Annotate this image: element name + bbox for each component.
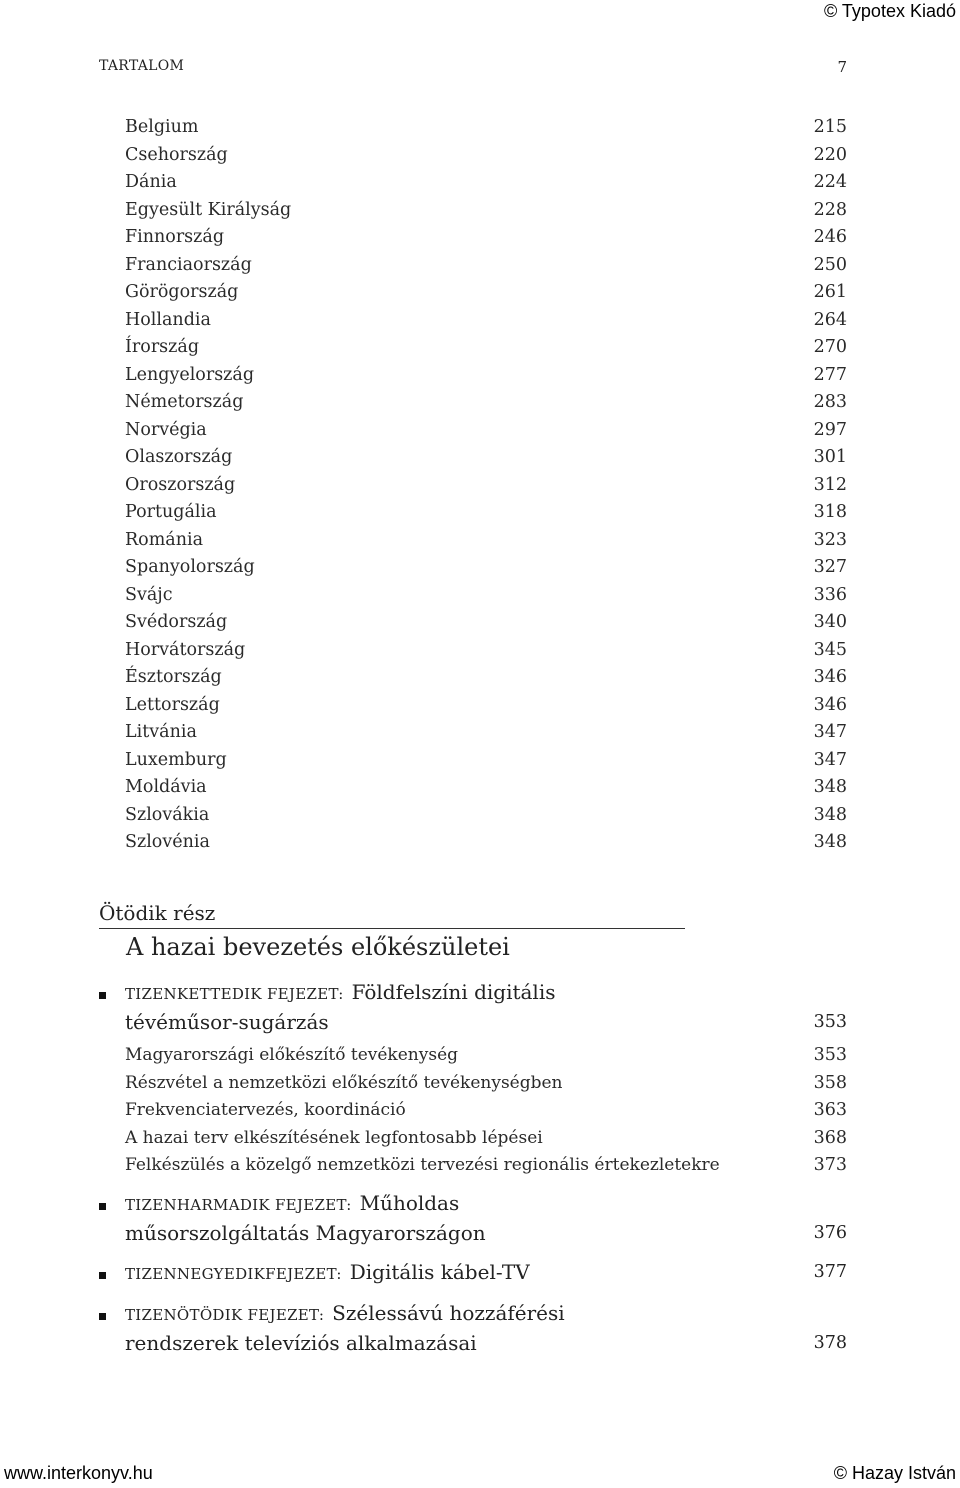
toc-entry[interactable] [125, 527, 847, 555]
toc-entry-title: Észtország [125, 667, 222, 687]
toc-entry-title: Franciaország [125, 254, 252, 275]
toc-entry[interactable] [125, 224, 847, 252]
page-number: 7 [837, 58, 847, 76]
toc-entry-page: 346 [813, 667, 847, 687]
chapter-title-line1: Műholdas [359, 1191, 460, 1215]
toc-entry-title: Horvátország [125, 639, 246, 660]
chapter-kicker: TIZENÖTÖDIK FEJEZET: [125, 1306, 325, 1324]
section-page: 358 [813, 1072, 847, 1093]
chapter-title-line1: Földfelszíni digitális [351, 980, 556, 1004]
section-title: Részvétel a nemzetközi előkészítő tevékenységben [125, 1072, 563, 1093]
toc-entry-page: 347 [813, 749, 847, 770]
toc-entry[interactable] [125, 279, 847, 307]
toc-entry[interactable] [125, 307, 847, 335]
toc-entry-page: 312 [813, 474, 847, 495]
toc-entry[interactable] [125, 637, 847, 665]
section-entry[interactable] [125, 1070, 847, 1098]
toc-entry-page: 297 [813, 419, 847, 440]
chapter-title-line2: rendszerek televíziós alkalmazásai [125, 1331, 477, 1355]
part-title: A hazai bevezetés előkészületei [126, 933, 510, 961]
toc-entry-title: Svédország [125, 612, 228, 632]
toc-entry[interactable] [125, 362, 847, 390]
toc-entry-page: 348 [813, 804, 847, 825]
section-page: 363 [813, 1100, 847, 1120]
chapter-kicker: TIZENKETTEDIK FEJEZET: [125, 985, 344, 1003]
section-title: Magyarországi előkészítő tevékenység [125, 1045, 459, 1065]
section-page: 368 [813, 1127, 847, 1148]
toc-entry-page: 270 [813, 337, 847, 357]
section-entry[interactable] [125, 1125, 847, 1153]
toc-entry-title: Görögország [125, 282, 239, 302]
toc-entry[interactable] [125, 719, 847, 747]
toc-entry-title: Írország [125, 337, 200, 357]
toc-entry[interactable] [125, 334, 847, 362]
toc-entry-title: Lettország [125, 694, 220, 715]
toc-entry-page: 318 [813, 502, 847, 522]
toc-entry-title: Olaszország [125, 447, 233, 467]
publisher-copyright: © Typotex Kiadó [823, 1, 956, 21]
toc-entry[interactable] [125, 692, 847, 720]
toc-entry-page: 346 [813, 694, 847, 715]
toc-entry-title: Luxemburg [125, 749, 227, 770]
toc-entry[interactable] [125, 197, 847, 225]
toc-entry-title: Lengyelország [125, 364, 255, 385]
toc-entry-title: Svájc [125, 584, 173, 605]
toc-entry[interactable] [125, 582, 847, 610]
toc-entry-title: Litvánia [125, 722, 197, 742]
chapter-title-line2: tévéműsor-sugárzás [125, 1010, 329, 1034]
toc-entry-page: 228 [813, 199, 847, 220]
section-title: Felkészülés a közelgő nemzetközi tervezési regionális értekezletekre [125, 1155, 720, 1175]
chapter-page: 378 [813, 1333, 847, 1353]
bullet-icon [99, 1313, 106, 1320]
toc-entry[interactable] [125, 417, 847, 445]
toc-entry[interactable] [125, 774, 847, 802]
chapter-page: 353 [813, 1012, 847, 1032]
chapter-title-line2: műsorszolgáltatás Magyarországon [125, 1221, 486, 1245]
chapter-entry[interactable] [99, 1258, 847, 1288]
author-copyright: © Hazay István [833, 1463, 956, 1483]
toc-entry[interactable] [125, 252, 847, 280]
site-url-link[interactable]: www.interkonyv.hu [4, 1463, 153, 1483]
toc-entry[interactable] [125, 499, 847, 527]
section-entry[interactable] [125, 1097, 847, 1125]
chapter-entry[interactable] [99, 1189, 847, 1247]
toc-entry-page: 340 [813, 612, 847, 632]
toc-entry-title: Románia [125, 529, 204, 550]
toc-entry-page: 261 [813, 282, 847, 302]
toc-entry-page: 224 [813, 172, 847, 192]
toc-entry-page: 301 [813, 447, 847, 467]
chapter-entry[interactable] [99, 978, 847, 1180]
chapter-title-line1: Szélessávú hozzáférési [332, 1301, 565, 1325]
toc-entry-page: 348 [813, 832, 847, 852]
toc-entry-page: 283 [813, 392, 847, 412]
running-head-title: TARTALOM [99, 58, 185, 74]
toc-entry-title: Norvégia [125, 419, 207, 440]
toc-entry[interactable] [125, 114, 847, 142]
country-toc-list [125, 114, 847, 857]
toc-entry[interactable] [125, 554, 847, 582]
toc-entry-page: 264 [813, 309, 847, 330]
toc-entry-title: Egyesült Királyság [125, 199, 292, 220]
toc-entry[interactable] [125, 609, 847, 637]
chapter-entry[interactable] [99, 1299, 847, 1357]
toc-entry-page: 220 [813, 144, 847, 165]
toc-entry-title: Belgium [125, 117, 199, 137]
section-entry[interactable] [125, 1152, 847, 1180]
toc-entry-title: Spanyolország [125, 557, 255, 577]
toc-entry-title: Németország [125, 392, 244, 412]
section-title: Frekvenciatervezés, koordináció [125, 1100, 406, 1120]
section-list [125, 1042, 847, 1180]
chapter-title-line1: Digitális kábel-TV [349, 1260, 530, 1284]
toc-entry-title: Csehország [125, 144, 228, 165]
toc-entry[interactable] [125, 747, 847, 775]
chapter-page: 376 [813, 1223, 847, 1243]
bullet-icon [99, 1203, 106, 1210]
toc-entry-title: Oroszország [125, 474, 236, 495]
toc-entry-page: 336 [813, 584, 847, 605]
toc-entry-title: Moldávia [125, 777, 207, 797]
toc-entry-page: 215 [813, 117, 847, 137]
toc-entry-page: 246 [813, 227, 847, 247]
toc-entry-page: 347 [813, 722, 847, 742]
toc-entry-title: Hollandia [125, 309, 211, 330]
toc-entry[interactable] [125, 389, 847, 417]
toc-entry-title: Szlovénia [125, 832, 210, 852]
toc-entry-page: 327 [813, 557, 847, 577]
section-page: 353 [813, 1045, 847, 1065]
chapter-kicker: TIZENHARMADIK FEJEZET: [125, 1196, 352, 1214]
toc-entry-title: Szlovákia [125, 804, 210, 825]
chapter-page: 377 [813, 1262, 847, 1282]
toc-entry-page: 277 [813, 364, 847, 385]
section-title: A hazai terv elkészítésének legfontosabb lépései [125, 1127, 543, 1148]
toc-entry-title: Dánia [125, 172, 177, 192]
section-page: 373 [813, 1155, 847, 1175]
toc-entry-page: 323 [813, 529, 847, 550]
toc-entry[interactable] [125, 444, 847, 472]
part-label: Ötödik rész [99, 901, 216, 925]
toc-entry[interactable] [125, 472, 847, 500]
toc-entry-title: Portugália [125, 502, 217, 522]
chapter-kicker: TIZENNEGYEDIKFEJEZET: [125, 1265, 342, 1283]
bullet-icon [99, 992, 106, 999]
bullet-icon [99, 1272, 106, 1279]
toc-entry-page: 348 [813, 777, 847, 797]
toc-entry-page: 345 [813, 639, 847, 660]
toc-entry-page: 250 [813, 254, 847, 275]
running-head [99, 58, 847, 74]
toc-entry-title: Finnország [125, 227, 225, 247]
toc-entry[interactable] [125, 829, 847, 857]
part-heading [99, 898, 685, 961]
section-entry[interactable] [125, 1042, 847, 1070]
toc-entry[interactable] [125, 802, 847, 830]
toc-entry[interactable] [125, 169, 847, 197]
part-divider [99, 928, 685, 929]
toc-entry[interactable] [125, 664, 847, 692]
toc-entry[interactable] [125, 142, 847, 170]
